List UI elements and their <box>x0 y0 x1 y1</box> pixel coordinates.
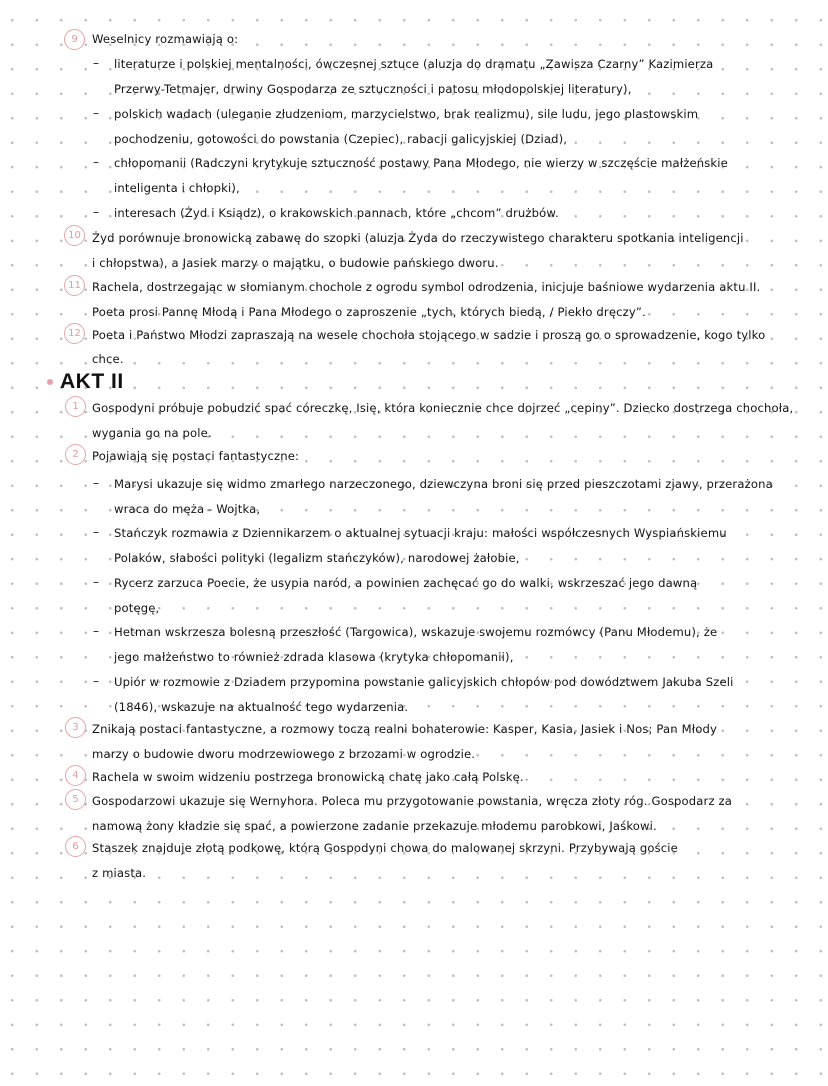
section-9-bullet-2-line-1: polskich wadach (uleganie złudzeniom, marzycielstwo, brak realizmu), sile ludu, jego plastowskim <box>114 107 699 121</box>
akt2-item-1-line-2: wygania go na pole. <box>92 426 212 440</box>
dash-bullet-icon: – <box>93 56 99 70</box>
circled-number-3: 3 <box>65 717 86 738</box>
circled-number-12: 12 <box>64 323 85 344</box>
akt2-item-2-bullet-1-line-1: Marysi ukazuje się widmo zmarłego narzeczonego, dziewczyna broni się przed pieszczotami zjawy, przerażona <box>114 477 773 491</box>
akt2-item-3-line-1: Znikają postaci fantastyczne, a rozmowy toczą realni bohaterowie: Kasper, Kasia, Jasiek i Nos; Pan Młody <box>92 722 717 736</box>
section-9-intro: Weselnicy rozmawiają o: <box>92 32 239 46</box>
section-10-line-1: Żyd porównuje bronowicką zabawę do szopki (aluzja Żyda do rzeczywistego charakteru spotkania inteligencji <box>92 231 744 245</box>
section-9-bullet-3-line-2: inteligenta i chłopki), <box>114 181 240 195</box>
section-9-bullet-3-line-1: chłopomanii (Radczyni krytykuje sztuczność postawy Pana Młodego, nie wierzy w szczęście małżeńskie <box>114 156 728 170</box>
dash-bullet-icon: – <box>93 624 99 638</box>
circled-number-11: 11 <box>64 275 85 296</box>
circled-number-4: 4 <box>65 765 86 786</box>
akt2-item-6-line-1: Staszek znajduje złotą podkowę, którą Gospodyni chowa do malowanej skrzyni. Przybywają goście <box>92 841 678 855</box>
heading-bullet-icon <box>47 379 53 385</box>
akt2-item-2-intro: Pojawiają się postaci fantastyczne: <box>92 449 300 463</box>
akt2-item-5-line-1: Gospodarzowi ukazuje się Wernyhora. Poleca mu przygotowanie powstania, wręcza złoty róg. Gospodarz za <box>92 794 733 808</box>
circled-number-1: 1 <box>65 396 86 417</box>
section-9-bullet-1-line-2: Przerwy-Tetmajer, drwiny Gospodarza ze sztuczności i patosu młodopolskiej literatury), <box>114 82 632 96</box>
akt2-item-2-bullet-2-line-1: Stańczyk rozmawia z Dziennikarzem o aktualnej sytuacji kraju: małości współczesnych Wyspiańskiemu <box>114 526 727 540</box>
dash-bullet-icon: – <box>93 575 99 589</box>
akt2-item-2-bullet-4-line-1: Hetman wskrzesza bolesną przeszłość (Targowica), wskazuje swojemu rozmówcy (Panu Młodemu), że <box>114 625 718 639</box>
akt2-item-3-line-2: marzy o budowie dworu modrzewiowego z brzozami w ogrodzie. <box>92 747 476 761</box>
section-9-bullet-2-line-2: pochodzeniu, gotowości do powstania (Czepiec), rabacji galicyjskiej (Dziad), <box>114 132 568 146</box>
circled-number-9: 9 <box>64 29 85 50</box>
dash-bullet-icon: – <box>93 476 99 490</box>
akt2-item-2-bullet-3-line-2: potęgę, <box>114 601 160 615</box>
section-9-bullet-4-line-1: interesach (Żyd i Ksiądz), o krakowskich pannach, które „chcom” drużbów. <box>114 206 559 220</box>
akt2-item-2-bullet-1-line-2: wraca do męża - Wojtka, <box>114 502 261 516</box>
akt2-item-4-line-1: Rachela w swoim widzeniu postrzega bronowicką chatę jako całą Polskę. <box>92 770 524 784</box>
dash-bullet-icon: – <box>93 525 99 539</box>
akt2-item-5-line-2: namową żony kładzie się spać, a powierzone zadanie przekazuje młodemu parobkowi, Jaśkowi. <box>92 819 657 833</box>
section-11-line-2: Poeta prosi Pannę Młodą i Pana Młodego o zaproszenie „tych, których biedą, / Piekło dręczy”. <box>92 305 646 319</box>
circled-number-2: 2 <box>65 444 86 465</box>
circled-number-6: 6 <box>65 836 86 857</box>
dash-bullet-icon: – <box>93 674 99 688</box>
akt2-item-2-bullet-2-line-2: Polaków, słabości polityki (legalizm stańczyków), narodowej żałobie, <box>114 551 520 565</box>
akt2-item-2-bullet-5-line-2: (1846), wskazuje na aktualność tego wydarzenia. <box>114 700 409 714</box>
section-9-bullet-1-line-1: literaturze i polskiej mentalności, ówczesnej sztuce (aluzja do dramatu „Zawisza Czarny” Kazimierza <box>114 57 714 71</box>
akt2-item-1-line-1: Gospodyni próbuje pobudzić spać córeczkę, Isię, która koniecznie chce dojrzeć „cepiny”. Dziecko dostrzega chochoła, <box>92 401 794 415</box>
akt2-item-6-line-2: z miasta. <box>92 866 147 880</box>
section-12-line-2: chce. <box>92 352 124 366</box>
dash-bullet-icon: – <box>93 106 99 120</box>
akt2-item-2-bullet-4-line-2: jego małżeństwo to również zdrada klasowa (krytyka chłopomanii), <box>114 650 514 664</box>
akt2-item-2-bullet-3-line-1: Rycerz zarzuca Poecie, że usypia naród, a powinien zachęcać go do walki, wskrzeszać jego dawną <box>114 576 698 590</box>
section-12-line-1: Poeta i Państwo Młodzi zapraszają na wesele chochoła stojącego w sadzie i proszą go o sprowadzenie, kogo tylko <box>92 328 766 342</box>
section-11-line-1: Rachela, dostrzegając w słomianym chochole z ogrodu symbol odrodzenia, inicjuje baśniowe wydarzenia aktu II. <box>92 280 761 294</box>
dash-bullet-icon: – <box>93 205 99 219</box>
section-heading-akt-ii: AKT II <box>60 370 124 393</box>
akt2-item-2-bullet-5-line-1: Upiór w rozmowie z Dziadem przypomina powstanie galicyjskich chłopów pod dowództwem Jakuba Szeli <box>114 675 734 689</box>
circled-number-10: 10 <box>64 225 85 246</box>
circled-number-5: 5 <box>65 789 86 810</box>
section-10-line-2: i chłopstwa), a Jasiek marzy o majątku, o budowie pańskiego dworu. <box>92 256 499 270</box>
dash-bullet-icon: – <box>93 155 99 169</box>
